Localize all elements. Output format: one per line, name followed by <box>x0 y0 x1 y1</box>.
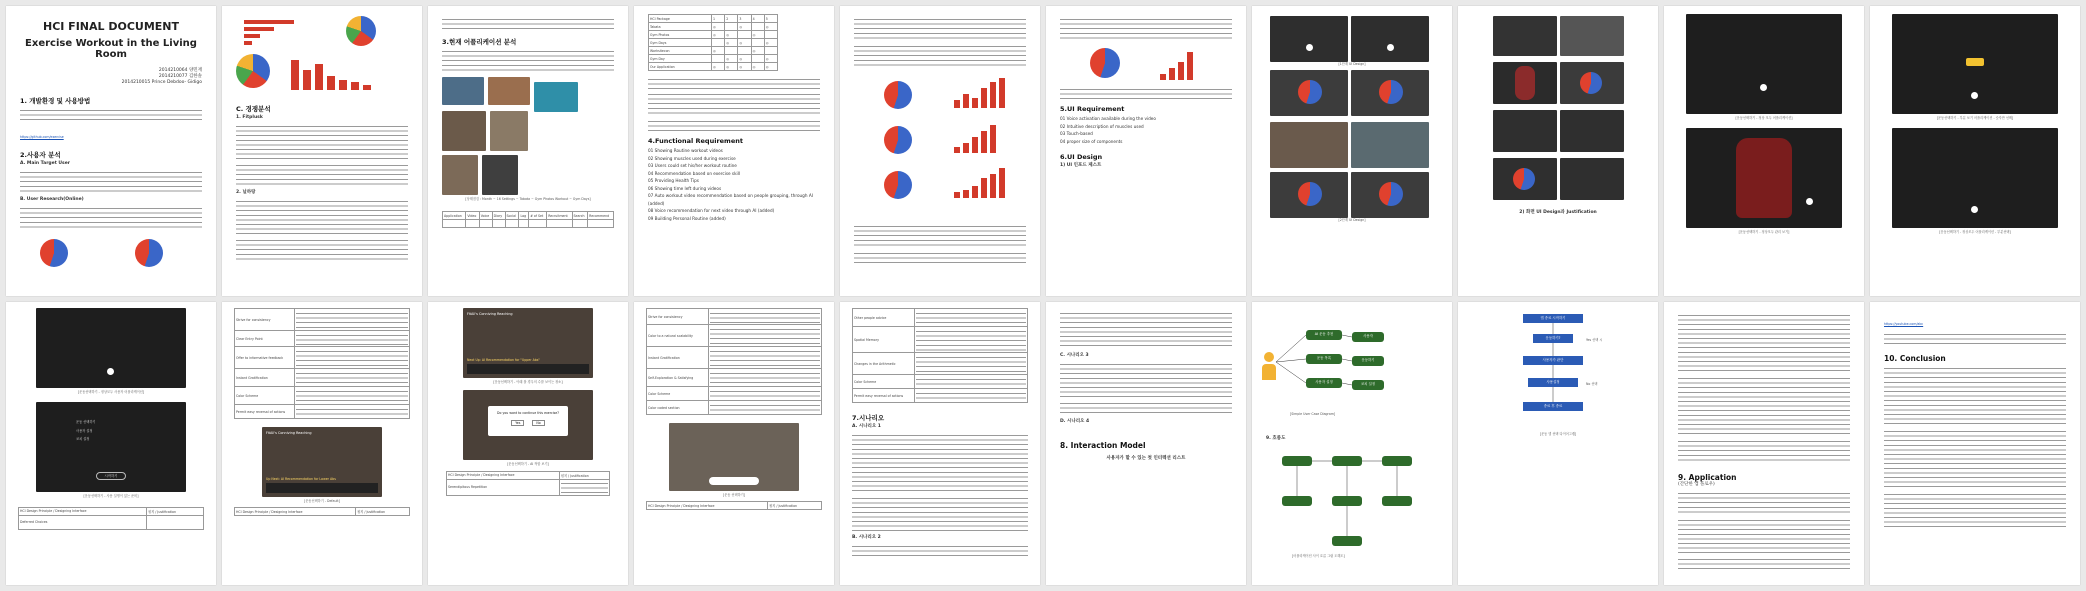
bar-chart <box>954 76 1014 108</box>
table-row: Our Application <box>649 63 712 71</box>
table-row: Other people advice <box>853 309 915 327</box>
figure-caption: [2단계 UI Design] <box>1338 218 1366 223</box>
table-header: # of Set <box>529 212 547 220</box>
figure-caption: [운동선택하기 - 정상모두 사용자 어플리케이션] <box>77 390 145 394</box>
table-row: Gym Days <box>649 39 712 47</box>
figure-caption: [운동 선택하기] <box>723 493 745 497</box>
ui-mockup-screen <box>1560 110 1624 152</box>
section-heading: 8. Interaction Model <box>1060 441 1146 450</box>
pie-chart <box>40 239 68 267</box>
section-heading: 2) 화면 UI Design과 Justification <box>1519 210 1597 215</box>
section-heading: 5.UI Requirement <box>1060 105 1125 113</box>
table-header: Application <box>443 212 466 220</box>
section-heading: 9. Application <box>1678 473 1737 482</box>
diagram-node: 코치 설정 <box>1352 380 1384 390</box>
section-heading: 3.현재 어플리케이션 분석 <box>442 38 517 46</box>
subsection-heading: B. 시나리오 2 <box>852 535 881 540</box>
ui-mockup-screen <box>1351 16 1429 62</box>
subsection-heading: (간단한 앱 플로우) <box>1678 482 1715 487</box>
table-header: Recruitment <box>547 212 572 220</box>
ui-mockup-screen <box>463 390 593 460</box>
table-row: Gym Day <box>649 55 712 63</box>
table-row: Self-Exploration & Satisfying <box>647 369 709 387</box>
yes-button[interactable]: Yes <box>511 420 524 426</box>
ui-mockup-screen <box>1493 16 1557 56</box>
ui-mockup-screen <box>1892 128 2058 228</box>
doc-page-5 <box>840 6 1040 296</box>
table-header: HCI Design Principle / Designing Interface <box>235 508 356 516</box>
section-heading: C. 경쟁분석 <box>236 105 271 113</box>
table-row: Color coded section <box>647 401 709 415</box>
doc-page-19 <box>1664 302 1864 585</box>
video-title: FitAll's Conniving Reaching <box>467 312 513 316</box>
ui-mockup-screen <box>1351 172 1429 218</box>
bar-chart <box>1160 48 1220 80</box>
doc-page-17 <box>1252 302 1452 585</box>
bar-chart <box>954 121 1014 153</box>
flow-node: 사용설정 <box>1528 378 1578 387</box>
ui-mockup-screen <box>1270 16 1348 62</box>
ui-mockup-screen <box>1351 122 1429 168</box>
table-row: Deferred Choices <box>19 515 147 529</box>
flow-label: Yes 선택 시 <box>1586 338 1603 342</box>
table-row: Changes in the Arithmetic <box>853 353 915 375</box>
ui-mockup-screen <box>1560 62 1624 104</box>
ui-mockup-screen <box>1493 62 1557 104</box>
doc-page-14 <box>634 302 834 585</box>
ui-mockup-screen <box>1270 172 1348 218</box>
table-row: Gym Photos <box>649 31 712 39</box>
figure-caption: [어플리케이션 사이 흐름 그림 도해도] <box>1292 554 1345 558</box>
requirement-item: 01 Showing Routine workout videos <box>648 148 723 153</box>
table-row: Color to a natural scalability <box>647 325 709 347</box>
diagram-node: 운동하기 <box>1352 356 1384 366</box>
table-header: 4 <box>751 15 764 23</box>
subsection-heading: A. Main Target User <box>20 161 71 166</box>
table-header: Social <box>505 212 519 220</box>
ui-mockup-screen <box>1493 110 1557 152</box>
requirement-item: 04 proper size of components <box>1060 138 1123 144</box>
diagram-node: 운동 목록 <box>1306 354 1342 364</box>
comparison-table <box>442 211 614 228</box>
table-row: Tabata <box>649 23 712 31</box>
flow-node: 종료 후 종료 <box>1523 402 1583 411</box>
requirement-item: 07 Auto workout video recommendation based on people grouping, through AI (added) <box>648 193 813 206</box>
principle-table <box>852 308 1028 403</box>
section-heading: 10. Conclusion <box>1884 354 1946 363</box>
doc-subtitle: Exercise Workout in the Living Room <box>25 38 197 60</box>
table-row: Worksitecon <box>649 47 712 55</box>
subsection-heading: A. 시나리오 1 <box>852 424 881 429</box>
subsection-heading: 1) UI 인포드 제스트 <box>1060 163 1102 168</box>
table-header: 5 <box>764 15 777 23</box>
table-header: 원칙 / Justification <box>768 502 822 510</box>
doc-page-1 <box>6 6 216 296</box>
ui-mockup-screen <box>1686 128 1842 228</box>
doc-page-9 <box>1664 6 1864 296</box>
table-row: Serendipitous Repetition <box>447 479 560 495</box>
flow-label: No 선택 <box>1586 382 1598 386</box>
doc-page-4 <box>634 6 834 296</box>
table-header: Voice <box>479 212 492 220</box>
requirement-item: 04 Recommendation based on exercise skill <box>648 170 741 176</box>
flow-node: 앱 종료 시작하기 <box>1523 314 1583 323</box>
figure-caption: [운동선택하기 - 사용 설명이 있는 준비] <box>83 494 139 499</box>
pie-chart <box>1090 48 1120 78</box>
principle-table <box>646 308 822 415</box>
figure-caption: [운동선택하기 - 정상모두 어플리케이션 - 부분선택] <box>1939 230 2011 235</box>
requirement-item: 03 Touch-based <box>1060 131 1093 136</box>
principle-table <box>646 501 822 510</box>
github-link[interactable]: https://github.com/exercise <box>20 135 64 139</box>
table-row: Spatial Memory <box>853 327 915 353</box>
section-heading: 9. 흐름도 <box>1266 436 1286 441</box>
ui-mockup-screen <box>1686 14 1842 114</box>
section-heading: 6.UI Design <box>1060 153 1103 161</box>
flow-node: 운동하기? <box>1533 334 1573 343</box>
doc-page-12 <box>222 302 422 585</box>
doc-page-2 <box>222 6 422 296</box>
requirement-item: 09 Building Personal Routine (added) <box>648 215 726 221</box>
pie-chart <box>884 81 912 109</box>
table-header: 원칙 / Justification <box>147 507 204 515</box>
requirement-item: 02 Intuitive description of muscles used <box>1060 123 1144 129</box>
section-heading: 2.사용자 분석 <box>20 151 61 159</box>
doc-title: HCI FINAL DOCUMENT <box>42 20 180 33</box>
requirement-item: 03 Users could set his/her workout routine <box>648 163 737 168</box>
ui-mockup-screen <box>36 402 186 492</box>
comparison-table: HCI Package 1 2 3 4 5 Tabata ◎ ◎ ◎ Gym Photos ◎ ◎ ◎ Gym Days ◎ ◎ ◎ Worksitecon ◎ ◎ Gym Day ◎ ◎ ◎ Our Application ◎ ◎ ◎ ◎ ◎ <box>648 14 778 71</box>
author-2: 2014210077 김한솔 <box>158 74 202 79</box>
recommendation-text: Next Up: AI Recommendation for "Upper Abs" <box>467 358 540 362</box>
requirement-item: 05 Providing Health Tips <box>648 178 699 183</box>
requirement-item: 06 Showing time left during videos <box>648 185 722 191</box>
app-screenshots <box>442 77 614 197</box>
subsection-heading: D. 시나리오 4 <box>1060 419 1090 424</box>
figure-caption: [Simple User Case Diagram] <box>1290 412 1336 416</box>
ui-mockup-screen <box>1892 14 2058 114</box>
table-header: 원칙 / Justification <box>559 471 609 479</box>
requirement-item: 08 Voice recommendation for next video through AI (added) <box>648 208 775 213</box>
table-header: Video <box>466 212 479 220</box>
diagram-node: 사용자 <box>1352 332 1384 342</box>
table-header: 1 <box>712 15 725 23</box>
video-title: FitAll's Conniving Reaching <box>266 431 312 435</box>
menu-item[interactable]: 운동 선택하기 <box>76 420 96 425</box>
bar-chart <box>954 166 1014 198</box>
ui-mockup-screen <box>262 427 382 497</box>
section-heading: 1. 개발환경 및 사용방법 <box>20 97 91 105</box>
table-row: Permit easy reversal of actions <box>853 389 915 403</box>
start-button[interactable]: 시작하기 <box>96 472 126 480</box>
ui-mockup-screen <box>1351 70 1429 116</box>
author-3: 2014210015 Prince Debdoo- Gidigo <box>121 80 202 85</box>
principle-table <box>446 471 610 496</box>
doc-page-8 <box>1458 6 1658 296</box>
table-header: 3 <box>738 15 751 23</box>
diagram-node: AI 운동 추천 <box>1306 330 1342 340</box>
subsection-heading: 2. 닐하랑 <box>236 190 256 195</box>
requirement-item: 02 Showing muscles used during exercise <box>648 155 736 161</box>
principle-table <box>18 507 204 530</box>
no-button[interactable]: No <box>532 420 544 426</box>
doc-page-15 <box>840 302 1040 585</box>
figure-caption: [운동선택하기 - 정상 모두 어플리케이션] <box>1735 116 1793 120</box>
ui-mockup-screen <box>463 308 593 378</box>
table-header: Recommend <box>588 212 614 220</box>
menu-item[interactable]: 사용자 설정 <box>76 428 93 433</box>
table-row: Color Scheme <box>647 387 709 401</box>
doc-page-18 <box>1458 302 1658 585</box>
doc-page-11 <box>6 302 216 585</box>
doc-page-10 <box>1870 6 2080 296</box>
table-header: 2 <box>725 15 738 23</box>
principle-table <box>234 507 410 516</box>
figure-caption: [운동선택하기 - Default] <box>304 499 340 503</box>
table-header: Search <box>572 212 588 220</box>
recommendation-text: Up Next: AI Recommendation for Lower Abs <box>266 477 336 481</box>
principle-table <box>234 308 410 419</box>
ui-mockup-screen <box>1560 16 1624 56</box>
table-row: Instant Gratification <box>235 369 295 387</box>
figure-caption: [운동선택하기 - 부분 보기 어플리케이션 - 숫자만 선택] <box>1936 116 2014 120</box>
author-1: 2014210064 양민재 <box>158 68 202 73</box>
table-header: 원칙 / Justification <box>356 508 410 516</box>
bar-chart <box>236 16 316 46</box>
start-button[interactable] <box>1966 58 1984 66</box>
table-header: HCI Design Principle / Designing Interface <box>447 471 560 479</box>
subsection-heading: 1. Fitplusk <box>236 115 263 120</box>
use-case-diagram <box>1260 312 1444 432</box>
figure-caption: [운동선택하기 - 정상모두 관리 보기] <box>1738 230 1790 235</box>
ui-mockup-screen <box>1560 158 1624 200</box>
doc-page-20 <box>1870 302 2080 585</box>
pie-chart <box>135 239 163 267</box>
pie-chart <box>884 171 912 199</box>
doc-page-6 <box>1046 6 1246 296</box>
subsection-heading: B. User Research(Online) <box>20 197 84 202</box>
table-row: Clear Entry Point <box>235 331 295 347</box>
ui-mockup-screen <box>1270 70 1348 116</box>
doc-page-7 <box>1252 6 1452 296</box>
figure-caption: [운동선택하기 - 아래 볼 경우의 수를 보이는 장소] <box>493 380 563 384</box>
pie-chart <box>346 16 376 46</box>
flow-node: 사용자가 판단 <box>1523 356 1583 365</box>
table-header: HCI Package <box>649 15 712 23</box>
table-row: Color Scheme <box>853 375 915 389</box>
doc-page-13 <box>428 302 628 585</box>
table-row: Strive for consistency <box>647 309 709 325</box>
ui-mockup-screen <box>1270 122 1348 168</box>
section-heading: 7.시나리오 <box>852 414 885 422</box>
ui-mockup-screen <box>669 423 799 491</box>
pie-chart <box>884 126 912 154</box>
ui-mockup-screen <box>36 308 186 388</box>
subsection-heading: 사용자가 할 수 있는 첫 인터렉션 리스트 <box>1106 456 1186 461</box>
figure-caption: [1단계 UI Design] <box>1338 62 1366 66</box>
doc-page-3 <box>428 6 628 296</box>
requirement-item: 01 Voice activation available during the video <box>1060 116 1156 121</box>
pie-chart <box>236 54 270 88</box>
diagram-connectors <box>1260 312 1444 432</box>
section-heading: 4.Functional Requirement <box>648 137 743 145</box>
table-row: Instant Gratification <box>647 347 709 369</box>
table-row: Offer to informative feedback <box>235 347 295 369</box>
figure-caption: [운동 앱 선택 다이어그램] <box>1539 432 1577 436</box>
doc-page-16 <box>1046 302 1246 585</box>
table-header: Diary <box>492 212 505 220</box>
reference-link[interactable]: https://youtube.com/abc <box>1884 322 1924 326</box>
table-row: Strive for consistency <box>235 309 295 331</box>
diagram-node: 사용자 설정 <box>1306 378 1342 388</box>
table-header: HCI Design Principle / Designing Interface <box>647 502 768 510</box>
table-row: Permit easy reversal of actions <box>235 405 295 419</box>
menu-item[interactable]: 코치 설정 <box>76 437 90 442</box>
figure-caption: [상태점검 : Month ~ 16 Settings ~ Tabata ~ Gym Photos Workout ~ Gym Days] <box>465 197 591 201</box>
flow-diagram <box>1272 446 1432 566</box>
table-header: Log <box>519 212 529 220</box>
table-row: Color Scheme <box>235 387 295 405</box>
subsection-heading: C. 시나리오 3 <box>1060 353 1089 358</box>
flowchart <box>1478 312 1638 432</box>
table-header: HCI Design Principle / Designing Interface <box>19 507 147 515</box>
ui-mockup-screen <box>1493 158 1557 200</box>
figure-caption: [운동선택하기 - AI 적합 보기] <box>507 462 549 467</box>
bar-chart <box>291 52 401 90</box>
dialog-question: Do you want to continue this exercise? <box>497 411 559 416</box>
